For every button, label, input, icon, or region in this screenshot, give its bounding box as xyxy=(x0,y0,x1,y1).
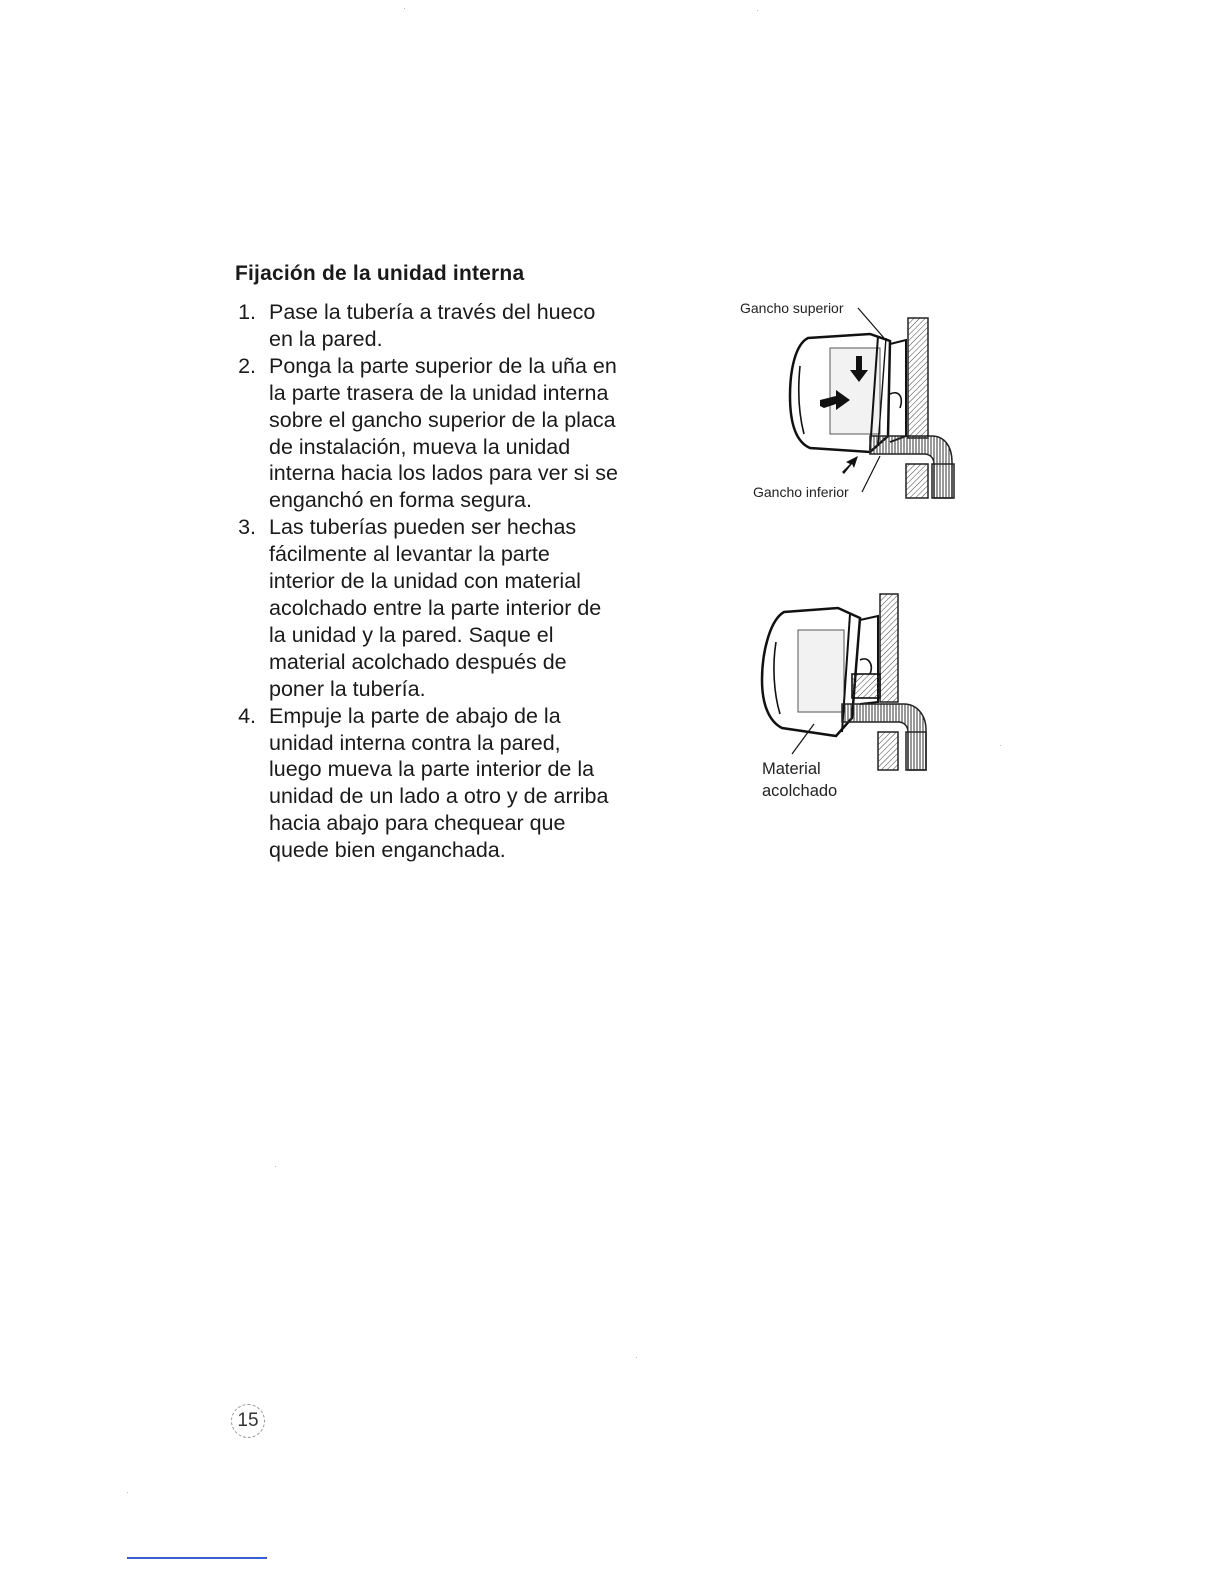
step-line: la unidad y la pared. Saque el xyxy=(269,622,554,647)
step-number: 4. xyxy=(238,703,256,728)
cushion-block xyxy=(852,674,880,698)
step-2 xyxy=(226,353,666,514)
step-line: de instalación, mueva la unidad xyxy=(269,434,571,459)
scan-speck xyxy=(127,1492,128,1493)
wall-lower xyxy=(906,464,928,498)
step-3 xyxy=(226,514,666,702)
instruction-steps xyxy=(226,299,666,864)
step-line: hacia abajo para chequear que xyxy=(269,811,566,836)
scan-speck xyxy=(1000,745,1001,746)
wall xyxy=(880,594,898,702)
upper-hook-label: Gancho superior xyxy=(740,300,844,316)
step-line: luego mueva la parte interior de la xyxy=(269,757,595,782)
step-line: quede bien enganchada. xyxy=(269,838,506,863)
scan-speck xyxy=(636,1357,637,1358)
section-heading: Fijación de la unidad interna xyxy=(235,262,525,285)
installation-plate xyxy=(890,340,906,442)
scan-speck xyxy=(404,8,405,9)
step-line: Pase la tubería a través del hueco xyxy=(269,300,596,324)
step-line: interior de la unidad con material xyxy=(269,569,581,594)
step-line: enganchó en forma segura. xyxy=(269,488,532,513)
wall-lower xyxy=(878,732,898,770)
step-number: 3. xyxy=(238,515,256,540)
step-4 xyxy=(226,703,666,864)
step-number: 2. xyxy=(238,353,256,378)
lower-arrow xyxy=(842,456,858,474)
step-line: unidad de un lado a otro y de arriba xyxy=(269,784,609,809)
step-number: 1. xyxy=(238,300,256,324)
wall xyxy=(908,318,928,438)
hook-installation-illustration xyxy=(738,296,968,511)
bottom-rule xyxy=(127,1557,267,1559)
step-line: sobre el gancho superior de la placa xyxy=(269,407,616,432)
scan-speck xyxy=(757,10,758,11)
step-line: poner la tubería. xyxy=(269,676,426,701)
step-line: Empuje la parte de abajo de la xyxy=(269,703,561,728)
step-line: la parte trasera de la unidad interna xyxy=(269,380,609,405)
step-line: fácilmente al levantar la parte xyxy=(269,542,550,567)
step-line: interna hacia los lados para ver si se xyxy=(269,461,618,486)
lower-hook-label: Gancho inferior xyxy=(753,484,849,500)
cushion-label-line: Material xyxy=(762,760,821,778)
step-line: en la pared. xyxy=(269,326,383,351)
step-line: material acolchado después de xyxy=(269,649,567,674)
cushion-label-line: acolchado xyxy=(762,782,838,800)
scan-speck xyxy=(275,1166,276,1167)
leader-lower xyxy=(862,456,880,492)
step-1 xyxy=(226,299,666,353)
page-number: 15 xyxy=(231,1404,265,1438)
step-line: unidad interna contra la pared, xyxy=(269,730,561,755)
step-line: Ponga la parte superior de la uña en xyxy=(269,353,617,378)
cushion-material-label xyxy=(762,758,837,802)
step-line: Las tuberías pueden ser hechas xyxy=(269,515,577,540)
step-line: acolchado entre la parte interior de xyxy=(269,595,602,620)
